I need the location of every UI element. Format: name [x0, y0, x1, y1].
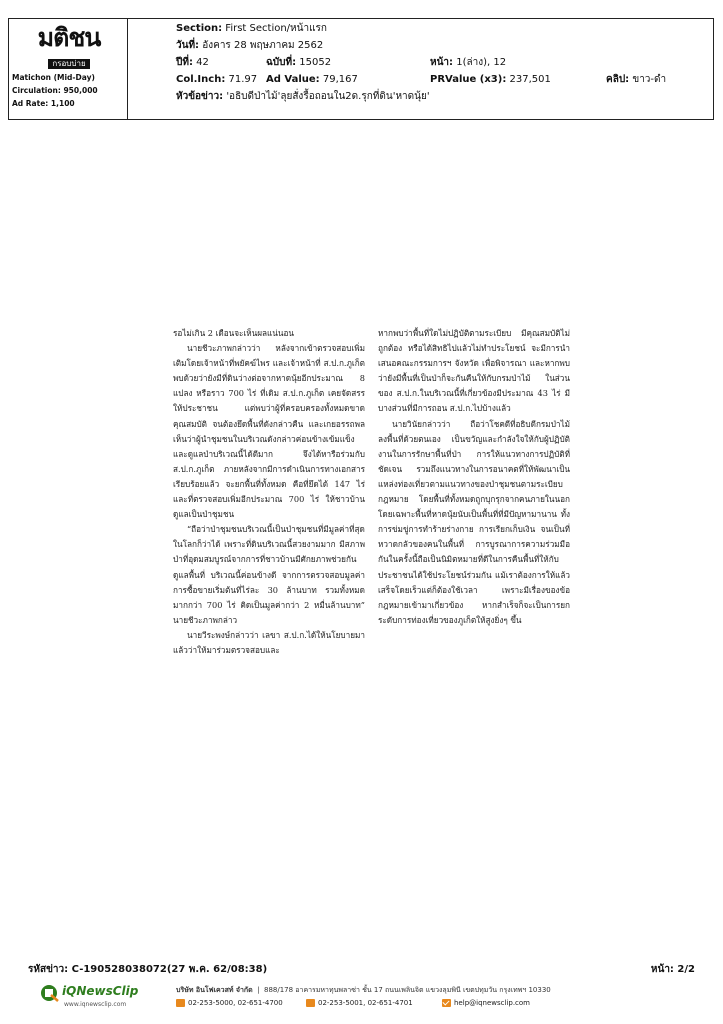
- clip-details: [128, 18, 714, 120]
- clip-type-field: คลิป: ขาว-ดำ: [606, 74, 667, 85]
- paragraph: นายวินัยกล่าวว่า ถือว่าโชคดีที่อธิบดีกรมป่าไม้ลงพื้นที่ด้วยตนเอง เป็นขวัญและกำลังใจให้กับผู้ปฏิบัติงานในการรักษาพื้นที่ป่า การให้แนวทางการปฏิบัติที่ชัดเจน รวมถึงแนวทางในการอนาคตที่ให้พัฒนาเป็นแหล่งท่องเที่ยวตามแนวทางของป่าชุมชนตามระเบียบกฎหมาย โดยพื้นที่ทั้งหมดถูกบุกรุกจากคนภายในนอก โดยเฉพาะพื้นที่หาดนุ้ยนับเป็นพื้นที่ที่มีปัญหามานาน ทั้งการข่มขู่การทำร้ายร่างกาย การเรียกเก็บเงิน จนเป็นที่หวาดกลัวของคนในพื้นที่ การบูรณาการความร่วมมือกันในครั้งนี้ถือเป็นนิมิตหมายที่ดีในการคืนพื้นที่ให้กับประชาชนได้ใช้ประโยชน์ร่วมกัน แม้เราต้องการให้แล้วเสร็จโดยเร็วแต่ก็ต้องใช้เวลา เพราะมีเรื่องของข้อกฎหมายเข้ามาเกี่ยวข้อง หากสำเร็จก็จะเป็นการยกระดับการท่องเที่ยวของภูเก็ตให้สูงยิ่งๆ ขึ้น: [378, 418, 570, 625]
- colinch-field: Col.Inch: 71.97: [176, 74, 258, 85]
- iqnewsclip-logo: [36, 982, 156, 1012]
- article-column-1: [173, 326, 365, 658]
- logo-subtitle: กรอบบ่าย: [48, 59, 89, 69]
- ad-rate: Ad Rate: 1,100: [12, 99, 75, 108]
- paragraph: หากพบว่าพื้นที่ใดไม่ปฏิบัติตามระเบียบ มีคุณสมบัติไม่ถูกต้อง หรือได้สิทธิไปแล้วไม่ทำประโยชน์ จะมีการนำเสนอคณะกรรมการฯ จังหวัด เพื่อพิจารณา และหากพบว่ายังมีพื้นที่เป็นป่าก็จะกันคืนให้กับกรมป่าไม้ ในส่วนของ ส.ป.ก.ในบริเวณนี้ที่เกี่ยวข้องมีประมาณ 43 ไร่ มีบางส่วนที่มีการถอน ส.ป.ก.ไปบ้างแล้ว: [378, 328, 570, 414]
- matichon-logo: [23, 23, 115, 68]
- date-line: วันที่: อังคาร 28 พฤษภาคม 2562: [176, 40, 324, 51]
- publication-name: Matichon (Mid-Day): [12, 73, 95, 82]
- contact-row: [176, 999, 696, 1012]
- phone-icon: [176, 999, 185, 1007]
- paragraph: รอไม่เกิน 2 เดือนจะเห็นผลแน่นอน: [173, 328, 295, 338]
- circulation: Circulation: 950,000: [12, 86, 98, 95]
- phone-contact: 02-253-5000, 02-651-4700: [176, 999, 283, 1007]
- iqnewsclip-name: iQNewsClip: [62, 984, 139, 998]
- footer-bar: [36, 982, 696, 1012]
- article-column-2: [378, 326, 570, 628]
- iqnewsclip-mark-icon: [40, 984, 60, 1002]
- news-reference: รหัสข่าว: C-190528038072(27 พ.ค. 62/08:38): [28, 964, 268, 975]
- iqnewsclip-url: www.iqnewsclip.com: [64, 1001, 127, 1008]
- prvalue-field: PRValue (x3): 237,501: [430, 74, 551, 85]
- headline-line: หัวข้อข่าว: 'อธิบดีป่าไม้'ลุยสั่งรื้อถอนใน2ด.รุกที่ดิน'หาดนุ้ย': [176, 91, 430, 102]
- page-field: หน้า: 1(ล่าง), 12: [430, 57, 507, 68]
- publication-box: [8, 18, 128, 120]
- company-line: บริษัท อินโฟเควสท์ จำกัด | 888/178 อาคารมหาทุนพลาซ่า ชั้น 17 ถนนเพลินจิต แขวงลุมพินี เขตปทุมวัน กรุงเทพฯ 10330: [176, 986, 551, 994]
- paragraph: นายชีวะภาพกล่าวว่า หลังจากเข้าตรวจสอบเพิ่มเติมโดยเจ้าหน้าที่พยัคฆ์ไพร และเจ้าหน้าที่ ส.ป.ก.ภูเก็ต พบด้วยว่ายังมีที่ดินว่างต่อจากหาดนุ้ยอีกประมาณ 8 แปลง หรือราว 700 ไร่ ที่เดิม ส.ป.ก.ภูเก็ต เคยจัดสรรให้ประชาชน แต่พบว่าผู้ที่ครอบครองทั้งหมดขาดคุณสมบัติ จนต้องยึดพื้นที่ดังกล่าวคืน และเกยอรรถพลเห็นว่าผู้นำชุมชนในบริเวณดังกล่าวค่อนข้างเข้มแข็ง และดูแลป่าบริเวณนี้ได้ดีมาก จึงได้หารือร่วมกับ ส.ป.ก.ภูเก็ต ภายหลังจากมีการดำเนินการทางเอกสารเรียบร้อยแล้ว จะยกพื้นที่ทั้งหมด คือที่ยึดได้ 147 ไร่ และที่ตรวจสอบเพิ่มอีกประมาณ 700 ไร่ ให้ชาวบ้านดูแลเป็นป่าชุมชน: [173, 343, 365, 520]
- email-icon: [442, 999, 451, 1007]
- advalue-field: Ad Value: 79,167: [266, 74, 358, 85]
- paragraph: นายวีระพงษ์กล่าวว่า เลขา ส.ป.ก.ได้ให้นโยบายมาแล้วว่าให้มาร่วมตรวจสอบและ: [173, 629, 365, 655]
- paragraph: “ถือว่าป่าชุมชนบริเวณนี้เป็นป่าชุมชนที่มีมูลค่าที่สุดในโลกก็ว่าได้ เพราะที่ดินบริเวณนี้สวยงามมาก มีสภาพป่าที่อุดมสมบูรณ์จากการที่ชาวบ้านมีศักยภาพช่วยกันดูแลพื้นที่ บริเวณนี้ค่อนข้างดี จากการตรวจสอบมูลค่าการซื้อขายเริ่มต้นที่ไร่ละ 30 ล้านบาท รวมทั้งหมดมากกว่า 700 ไร่ คิดเป็นมูลค่ากว่า 2 หมื่นล้านบาท” นายชีวะภาพกล่าว: [173, 524, 365, 625]
- page-number: หน้า: 2/2: [650, 964, 695, 975]
- year-field: ปีที่: 42: [176, 57, 209, 68]
- clip-header: [8, 18, 714, 120]
- section-line: Section: First Section/หน้าแรก: [176, 23, 327, 34]
- fax-contact: 02-253-5001, 02-651-4701: [306, 999, 413, 1007]
- fax-icon: [306, 999, 315, 1007]
- email-contact: help@iqnewsclip.com: [442, 999, 530, 1007]
- issue-field: ฉบับที่: 15052: [266, 57, 332, 68]
- logo-title: มติชน: [37, 23, 101, 52]
- publication-info: [12, 71, 98, 110]
